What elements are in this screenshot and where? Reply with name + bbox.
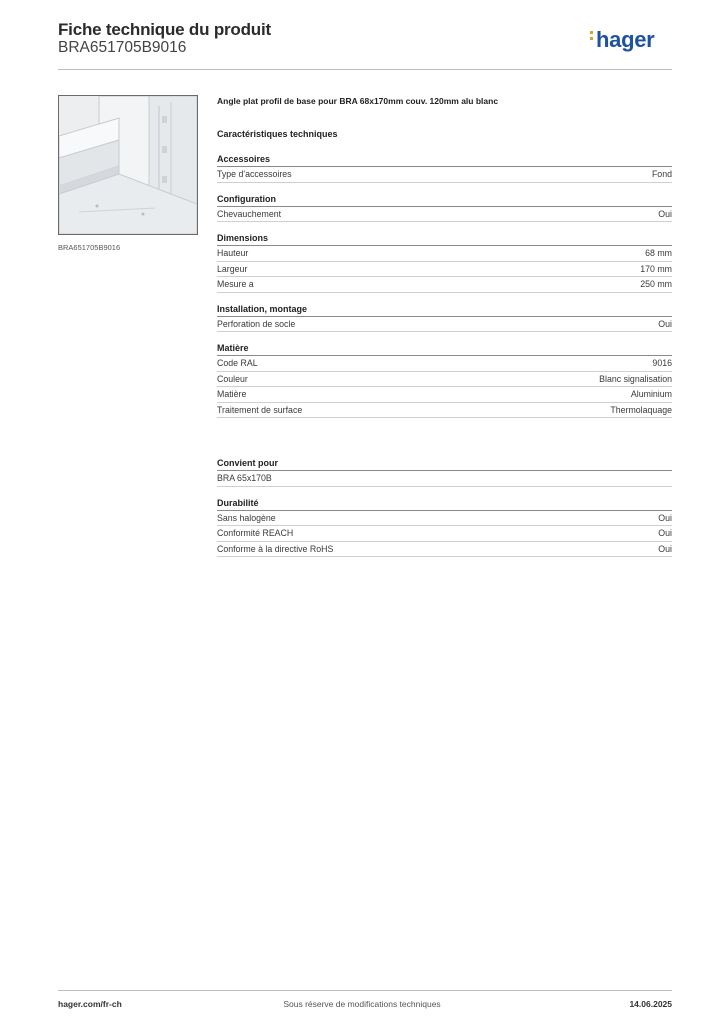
group-durabilite [217,497,672,558]
group-installation [217,303,672,333]
group-matiere [217,342,672,418]
spec-value: Blanc signalisation [599,373,672,384]
spec-value: Aluminium [630,389,672,399]
spec-value: Thermolaquage [610,404,672,415]
spec-label: Hauteur [217,248,249,258]
product-description: Angle plat profil de base pour BRA 68x170mm couv. 120mm alu blanc [217,96,499,106]
spec-label: Largeur [217,263,248,274]
logo-text: hager [596,27,655,52]
spec-row [217,511,672,527]
group-convient-pour [217,457,672,487]
spec-row [217,262,672,278]
group-title: Configuration [217,193,672,207]
header-divider [58,69,672,70]
spec-label: BRA 65x170B [217,473,272,483]
group-dimensions [217,232,672,293]
page-title: Fiche technique du produit [58,20,271,39]
spec-label: Couleur [217,373,248,384]
spec-row [217,277,672,293]
hager-logo[interactable] [590,27,654,53]
spec-value: Fond [651,169,672,179]
group-title: Accessoires [217,153,672,167]
footer-divider [58,990,672,991]
product-image [58,95,198,235]
spec-label: Traitement de surface [217,404,303,415]
spec-row [217,471,672,487]
tech-heading: Caractéristiques techniques [217,129,338,139]
spec-content [217,96,672,557]
group-title: Durabilité [217,497,672,511]
logo-dots-icon [590,28,594,43]
spec-label: Conforme à la directive RoHS [217,543,334,554]
group-title: Installation, montage [217,303,672,317]
spec-label: Mesure a [217,279,254,289]
spec-label: Matière [217,389,247,399]
spec-row [217,542,672,558]
spec-value: 68 mm [645,248,672,258]
footer-notice: Sous réserve de modifications techniques [283,999,441,1009]
product-illustration [59,96,197,234]
spec-value: Oui [658,528,672,538]
product-code: BRA651705B9016 [58,39,187,56]
spec-value: 250 mm [640,279,672,289]
spec-value: 9016 [652,358,672,368]
spec-value: Oui [658,318,672,329]
spec-value: Oui [658,512,672,523]
spec-row [217,356,672,372]
spec-row [217,246,672,262]
spec-value: 170 mm [640,263,672,274]
spec-row [217,526,672,542]
group-title: Convient pour [217,457,672,471]
spec-label: Type d'accessoires [217,169,292,179]
spec-label: Chevauchement [217,208,282,219]
spec-row [217,387,672,403]
spec-label: Sans halogène [217,512,276,523]
spacer [217,418,672,447]
group-accessoires [217,153,672,183]
footer-date: 14.06.2025 [629,999,672,1009]
footer-website-link[interactable]: hager.com/fr-ch [58,999,122,1009]
spec-label: Perforation de socle [217,318,296,329]
group-title: Dimensions [217,232,672,246]
spec-row [217,207,672,223]
group-configuration [217,193,672,223]
image-caption: BRA651705B9016 [58,243,121,252]
group-title: Matière [217,342,672,356]
spec-value: Oui [658,208,672,219]
spec-value: Oui [658,543,672,554]
spec-label: Code RAL [217,358,258,368]
spec-label: Conformité REACH [217,528,294,538]
spec-row [217,167,672,183]
spec-row [217,403,672,419]
spec-row [217,317,672,333]
spec-row [217,372,672,388]
